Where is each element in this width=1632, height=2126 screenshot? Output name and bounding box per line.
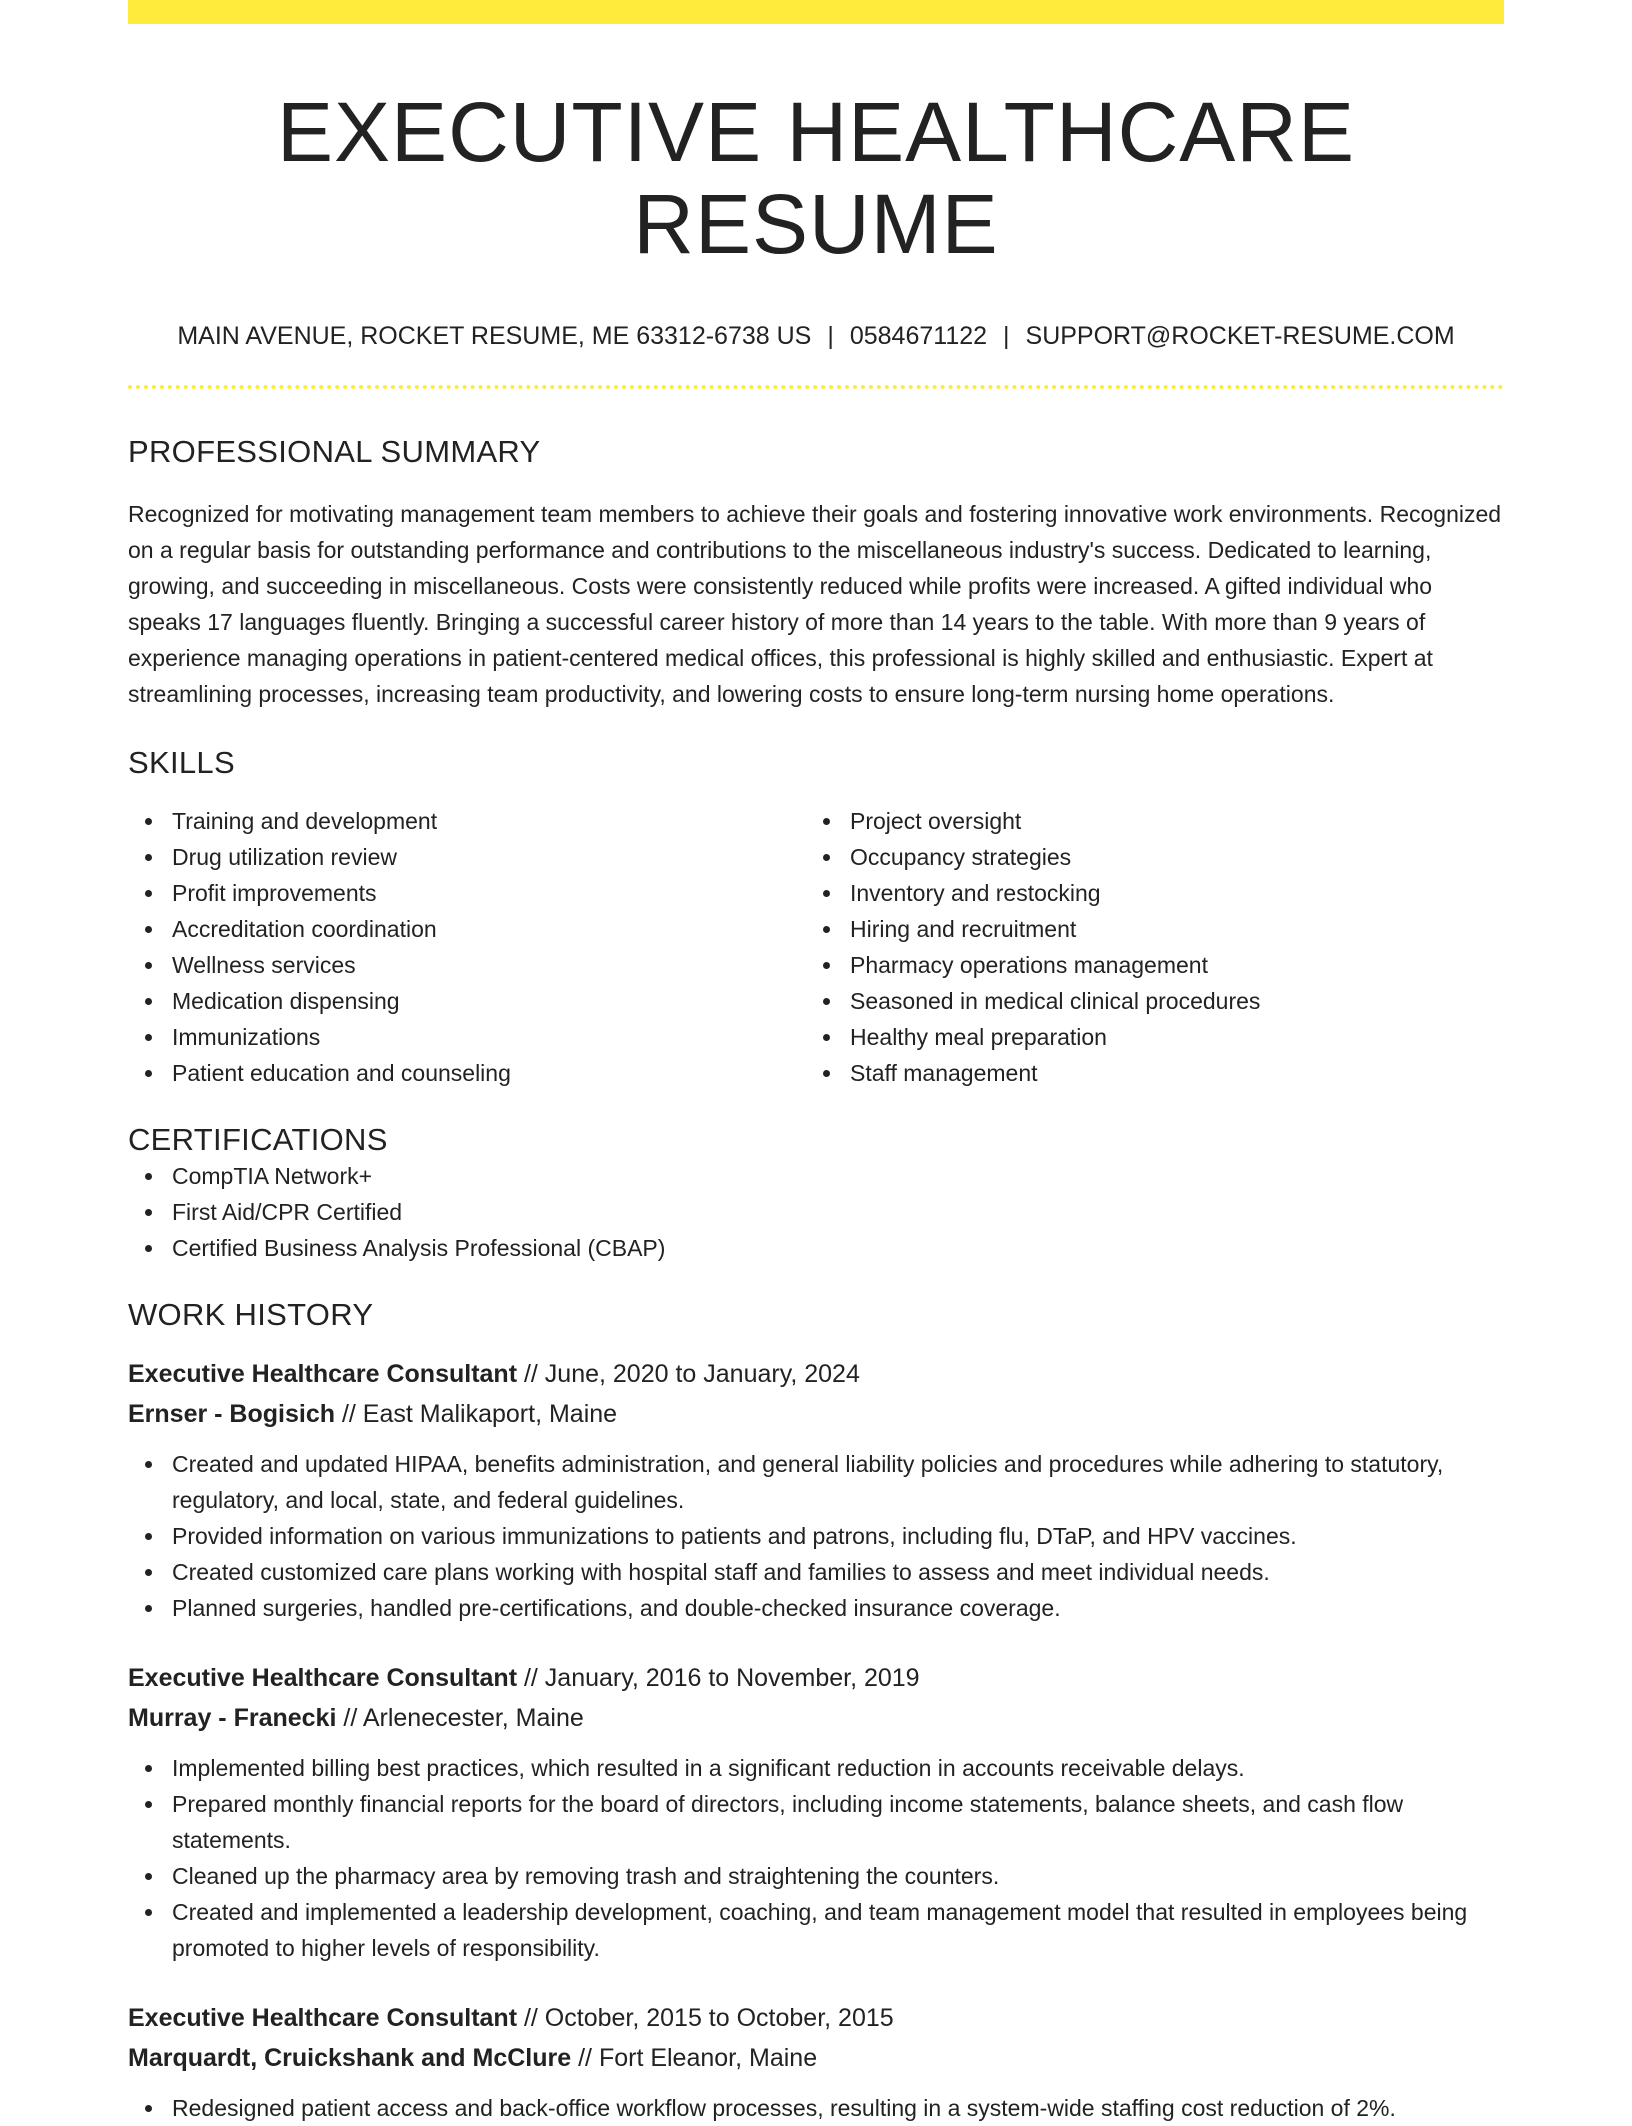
job-bullet: Implemented billing best practices, which resulted in a significant reduction in accounts receivable delays. [128, 1750, 1504, 1786]
job-bullet: Redesigned patient access and back-office workflow processes, resulting in a system-wide staffing cost reduction of 2%. [128, 2090, 1504, 2126]
job-bullets [128, 1750, 1504, 1966]
job-entry [128, 1658, 1504, 1966]
skill-item: Healthy meal preparation [806, 1019, 1484, 1055]
dotted-divider [128, 385, 1504, 389]
skill-item: Staff management [806, 1055, 1484, 1091]
job-location: // Arlenecester, Maine [336, 1703, 584, 1732]
certification-item: CompTIA Network+ [128, 1158, 1504, 1194]
job-bullet: Created and implemented a leadership development, coaching, and team management model that resulted in employees being promoted to higher levels of responsibility. [128, 1894, 1504, 1966]
skills-heading: SKILLS [128, 744, 235, 780]
skill-item: Occupancy strategies [806, 839, 1484, 875]
job-bullet: Created and updated HIPAA, benefits administration, and general liability policies and procedures while adhering to statutory, regulatory, and local, state, and federal guidelines. [128, 1446, 1504, 1518]
resume-name: EXECUTIVE HEALTHCARE RESUME [277, 85, 1355, 272]
job-company-line [128, 1394, 1504, 1434]
job-title: Executive Healthcare Consultant [128, 1663, 518, 1692]
certifications-heading: CERTIFICATIONS [128, 1122, 388, 1158]
job-bullets [128, 1446, 1504, 1626]
contact-separator: | [1003, 321, 1010, 350]
job-location: // Fort Eleanor, Maine [571, 2043, 818, 2072]
accent-bar [128, 0, 1504, 24]
job-location: // East Malikaport, Maine [335, 1399, 618, 1428]
skill-item: Drug utilization review [128, 839, 806, 875]
skill-item: Seasoned in medical clinical procedures [806, 983, 1484, 1019]
contact-separator: | [827, 321, 834, 350]
job-title: Executive Healthcare Consultant [128, 2003, 518, 2032]
certification-item: Certified Business Analysis Professional (CBAP) [128, 1230, 1504, 1266]
resume-page [128, 0, 1504, 2126]
job-title-line [128, 1354, 1504, 1394]
job-bullet: Prepared monthly financial reports for the board of directors, including income statements, balance sheets, and cash flow statements. [128, 1786, 1504, 1858]
job-bullet: Cleaned up the pharmacy area by removing trash and straightening the counters. [128, 1858, 1504, 1894]
summary-heading: PROFESSIONAL SUMMARY [128, 433, 541, 469]
job-dates: // October, 2015 to October, 2015 [517, 2003, 894, 2032]
skill-item: Profit improvements [128, 875, 806, 911]
skill-item: Pharmacy operations management [806, 947, 1484, 983]
job-bullet: Planned surgeries, handled pre-certifications, and double-checked insurance coverage. [128, 1590, 1504, 1626]
contact-line [128, 321, 1504, 351]
skill-item: Wellness services [128, 947, 806, 983]
job-entry [128, 1354, 1504, 1626]
work-history-heading: WORK HISTORY [128, 1297, 374, 1333]
job-dates: // January, 2016 to November, 2019 [517, 1663, 920, 1692]
job-dates: // June, 2020 to January, 2024 [517, 1359, 860, 1388]
job-bullet: Created customized care plans working with hospital staff and families to assess and meet individual needs. [128, 1554, 1504, 1590]
skill-item: Training and development [128, 803, 806, 839]
skill-item: Inventory and restocking [806, 875, 1484, 911]
skill-item: Accreditation coordination [128, 911, 806, 947]
job-title: Executive Healthcare Consultant [128, 1359, 518, 1388]
skill-item: Patient education and counseling [128, 1055, 806, 1091]
job-entry [128, 1998, 1504, 2126]
job-company-line [128, 2038, 1504, 2078]
skills-column-left [128, 803, 806, 1091]
job-title-line [128, 1658, 1504, 1698]
skill-item: Medication dispensing [128, 983, 806, 1019]
skills-list [128, 803, 1504, 1091]
skill-item: Immunizations [128, 1019, 806, 1055]
summary-text: Recognized for motivating management team members to achieve their goals and fostering innovative work environments. Recognized on a regular basis for outstanding performance and contributions to the miscellaneous industry's success. Dedicated to learning, growing, and succeeding in miscellaneous. Costs were consistently reduced while profits were increased. A gifted individual who speaks 17 languages fluently. Bringing a successful career history of more than 14 years to the table. With more than 9 years of experience managing operations in patient-centered medical offices, this professional is highly skilled and enthusiastic. Expert at streamlining processes, increasing team productivity, and lowering costs to ensure long-term nursing home operations. [128, 500, 1502, 707]
skill-item: Project oversight [806, 803, 1484, 839]
certification-item: First Aid/CPR Certified [128, 1194, 1504, 1230]
job-bullet: Provided information on various immunizations to patients and patrons, including flu, DTaP, and HPV vaccines. [128, 1518, 1504, 1554]
job-company-line [128, 1698, 1504, 1738]
skills-column-right [806, 803, 1484, 1091]
contact-email: SUPPORT@ROCKET-RESUME.COM [1025, 321, 1455, 350]
skill-item: Hiring and recruitment [806, 911, 1484, 947]
job-title-line [128, 1998, 1504, 2038]
contact-phone: 0584671122 [849, 321, 988, 350]
contact-address: MAIN AVENUE, ROCKET RESUME, ME 63312-6738 US [177, 321, 812, 350]
certifications-list [128, 1158, 1504, 1266]
job-company: Ernser - Bogisich [128, 1399, 335, 1428]
job-company: Murray - Franecki [128, 1703, 337, 1732]
job-bullets [128, 2090, 1504, 2126]
job-company: Marquardt, Cruickshank and McClure [128, 2043, 572, 2072]
